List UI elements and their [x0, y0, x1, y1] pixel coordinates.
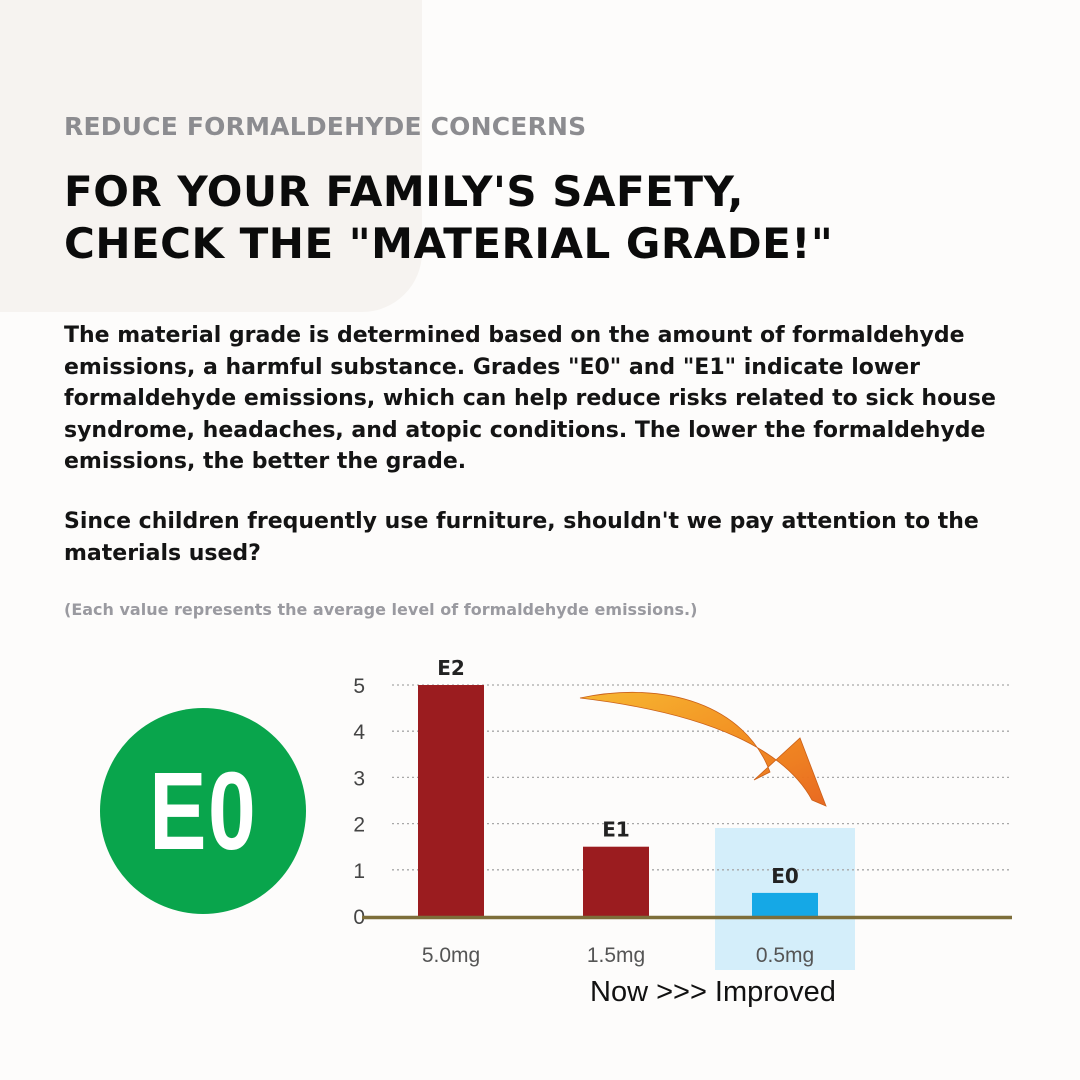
improvement-caption: Now >>> Improved: [590, 976, 836, 1008]
question-paragraph: Since children frequently use furniture, shouldn't we pay attention to the materials used?: [64, 509, 979, 566]
value-label: 5.0mg: [421, 944, 481, 967]
title-line-1: FOR YOUR FAMILY'S SAFETY,: [64, 167, 744, 216]
category-label: E2: [437, 656, 465, 680]
page-subtitle: REDUCE FORMALDEHYDE CONCERNS: [64, 112, 587, 141]
y-tick-label: 4: [353, 721, 365, 745]
value-label: 1.5mg: [586, 944, 646, 967]
y-tick-label: 5: [353, 675, 365, 698]
down-arrow-icon: [580, 692, 826, 806]
chart-note: (Each value represents the average level of formaldehyde emissions.): [64, 600, 698, 619]
y-tick-label: 0: [353, 906, 365, 929]
bar-e2: [418, 685, 484, 916]
value-label: 0.5mg: [755, 944, 815, 967]
y-tick-label: 3: [353, 767, 365, 791]
y-tick-label: 2: [353, 813, 365, 837]
bar-e0: [752, 893, 818, 916]
category-label: E0: [771, 863, 799, 888]
title-line-2: CHECK THE "MATERIAL GRADE!": [64, 219, 834, 268]
bar-e1: [583, 847, 649, 916]
y-tick-label: 1: [353, 859, 365, 883]
category-label: E1: [602, 817, 630, 842]
description-paragraph: The material grade is determined based on the amount of formaldehyde emissions, a harmful substance. Grades "E0" and "E1" indicate lower formaldehyde emissions, which can help reduce risks related to sick house syndrome, headaches, and atopic conditions. The lower the formaldehyde emissions, the better the grade.: [64, 323, 996, 474]
badge-label: E0: [148, 749, 258, 873]
